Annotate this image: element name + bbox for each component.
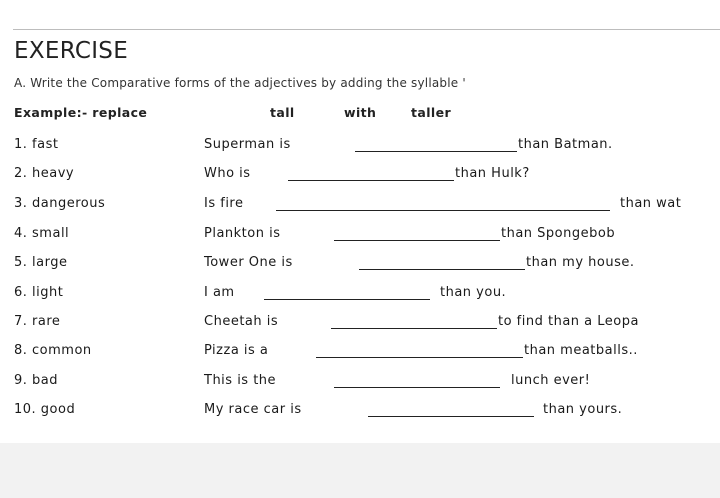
item-sentence-end: than wat [620, 196, 682, 211]
exercise-item [0, 402, 720, 422]
item-sentence-start: My race car is [204, 402, 302, 417]
answer-blank[interactable] [334, 240, 500, 241]
item-sentence-start: Is fire [204, 196, 244, 211]
item-sentence-start: Plankton is [204, 226, 281, 241]
answer-blank[interactable] [331, 328, 497, 329]
answer-blank[interactable] [359, 269, 525, 270]
exercise-item [0, 373, 720, 393]
answer-blank[interactable] [368, 416, 534, 417]
item-adjective: 9. bad [14, 373, 59, 388]
item-adjective: 5. large [14, 255, 68, 270]
item-sentence-end: than Hulk? [455, 166, 530, 181]
exercise-title: EXERCISE [14, 38, 129, 64]
example-label: Example:- replace [14, 105, 148, 120]
item-adjective: 7. rare [14, 314, 61, 329]
exercise-item [0, 226, 720, 246]
item-sentence-end: than Batman. [518, 137, 613, 152]
exercise-item [0, 196, 720, 216]
item-sentence-end: than yours. [543, 402, 623, 417]
item-sentence-start: Superman is [204, 137, 291, 152]
item-sentence-end: to find than a Leopa [498, 314, 639, 329]
item-sentence-start: I am [204, 285, 235, 300]
item-sentence-start: Cheetah is [204, 314, 279, 329]
exercise-item [0, 137, 720, 157]
answer-blank[interactable] [316, 357, 523, 358]
exercise-item [0, 166, 720, 186]
example-with: with [344, 105, 377, 120]
exercise-item [0, 255, 720, 275]
item-adjective: 1. fast [14, 137, 59, 152]
example-answer: taller [411, 105, 452, 120]
item-sentence-end: than Spongebob [501, 226, 616, 241]
item-sentence-start: Tower One is [204, 255, 293, 270]
item-adjective: 6. light [14, 285, 64, 300]
item-sentence-end: than meatballs.. [524, 343, 638, 358]
item-sentence-start: This is the [204, 373, 277, 388]
answer-blank[interactable] [276, 210, 610, 211]
exercise-item [0, 343, 720, 363]
answer-blank[interactable] [264, 299, 430, 300]
example-word: tall [270, 105, 295, 120]
item-sentence-end: lunch ever! [511, 373, 591, 388]
item-sentence-end: than my house. [526, 255, 635, 270]
item-sentence-start: Who is [204, 166, 251, 181]
instruction-text: A. Write the Comparative forms of the adjectives by adding the syllable ' [14, 76, 466, 90]
item-sentence-start: Pizza is a [204, 343, 269, 358]
top-divider [13, 29, 720, 30]
answer-blank[interactable] [334, 387, 500, 388]
item-adjective: 8. common [14, 343, 92, 358]
item-adjective: 3. dangerous [14, 196, 106, 211]
answer-blank[interactable] [355, 151, 517, 152]
item-adjective: 4. small [14, 226, 70, 241]
item-adjective: 10. good [14, 402, 76, 417]
item-adjective: 2. heavy [14, 166, 75, 181]
exercise-item [0, 314, 720, 334]
answer-blank[interactable] [288, 180, 454, 181]
exercise-item [0, 285, 720, 305]
item-sentence-end: than you. [440, 285, 507, 300]
